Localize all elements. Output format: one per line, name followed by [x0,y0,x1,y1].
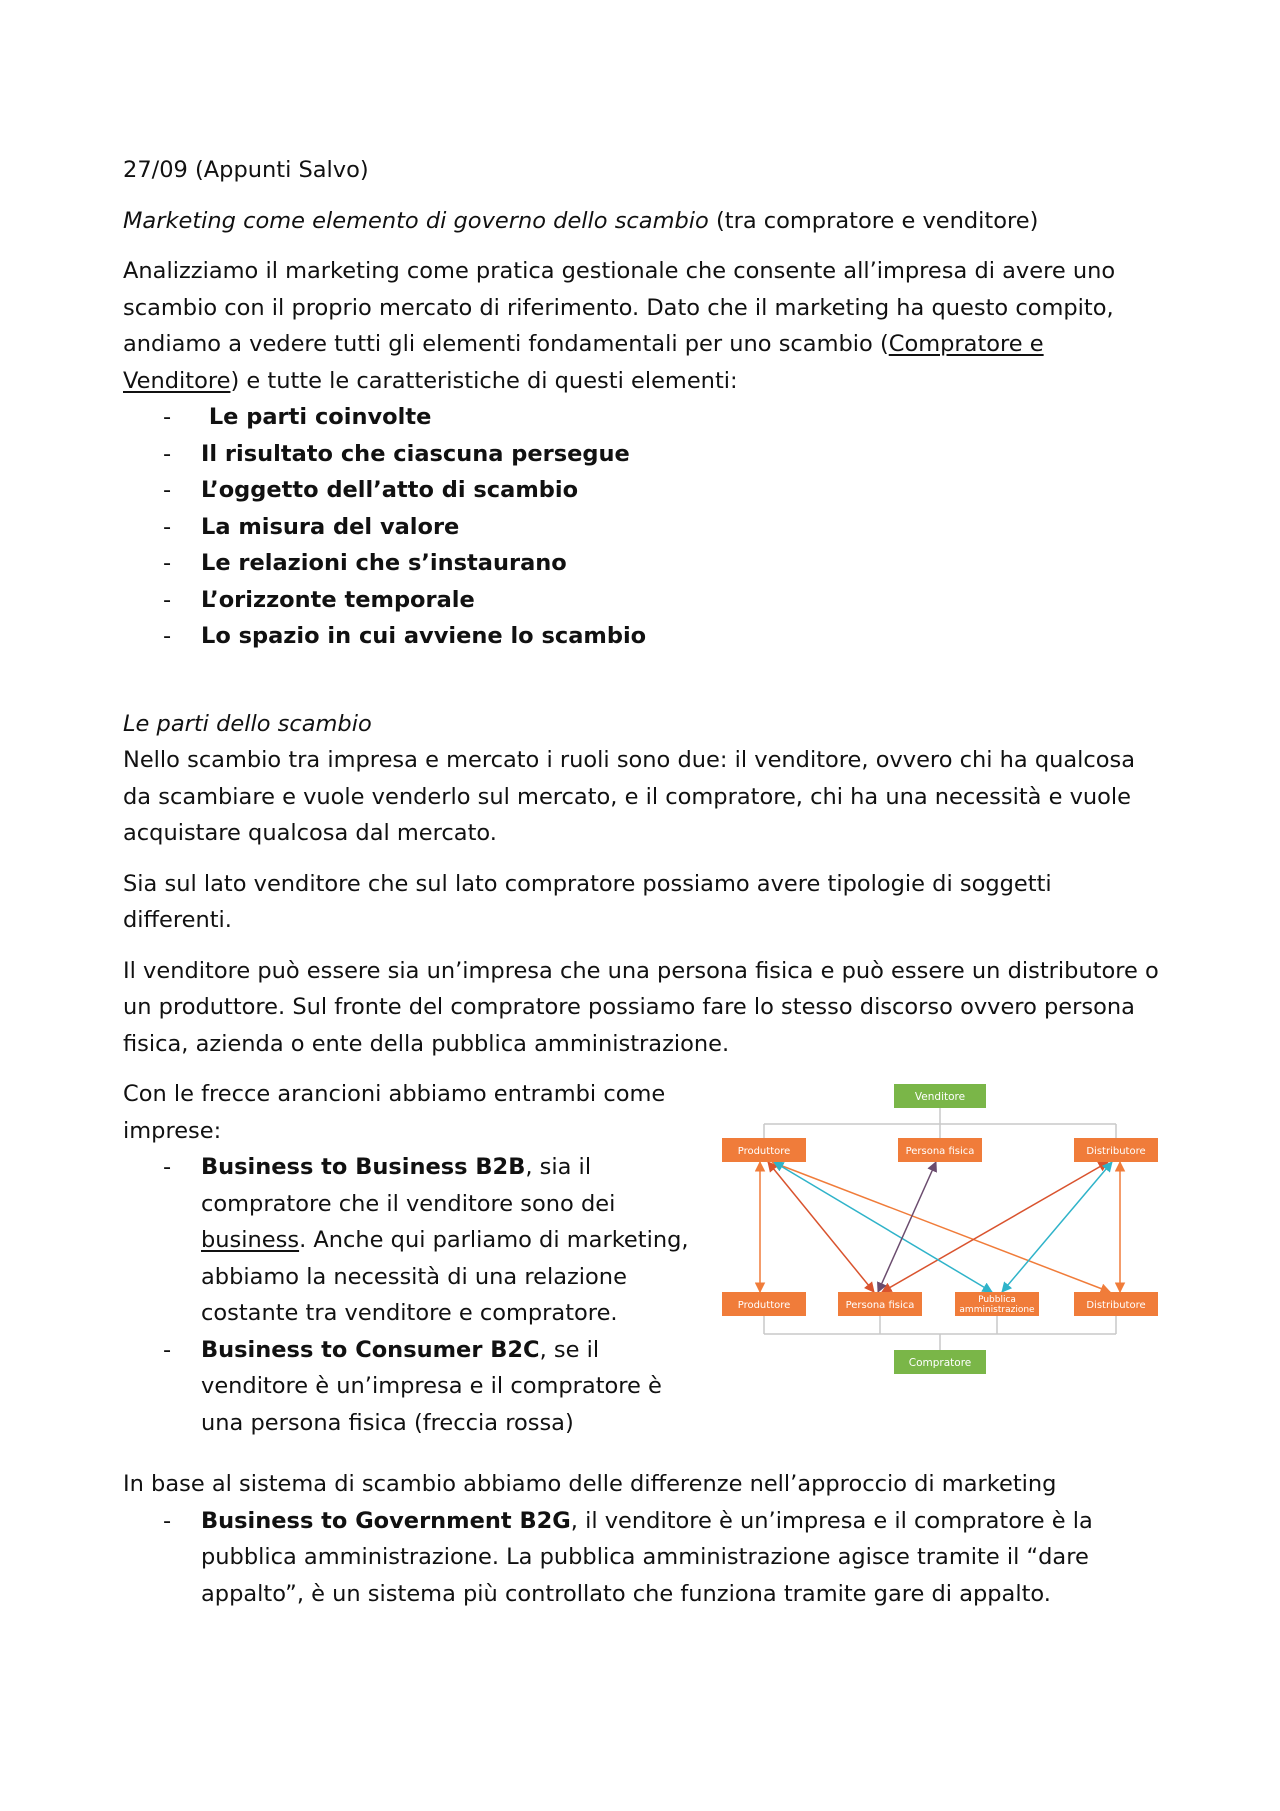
list-item-b2g [123,1503,1163,1613]
list-item-b2b [123,1149,703,1332]
b2c-term: Business to Consumer B2C [201,1336,540,1363]
paragraph-approccio: In base al sistema di scambio abbiamo delle differenze nell’approccio di marketing [123,1471,1057,1497]
cyan-arrow [1002,1162,1112,1292]
b2g-text: , il venditore è un’impresa e il compratore è la pubblica amministrazione. La pubblica amministrazione agisce tramite il “dare appalto”, è un sistema più controllato che funziona tramite gare di appalto. [201,1507,1093,1607]
intro-text-after: ) e tutte le caratteristiche di questi elementi: [230,367,738,394]
intro-text-before: Analizziamo il marketing come pratica gestionale che consente all’impresa di avere uno scambio con il proprio mercato di riferimento. Dato che il marketing ha questo compito, andiamo a vedere tutti gli elementi fondamentali per uno scambio ( [123,258,1116,357]
paragraph-tipologie: Sia sul lato venditore che sul lato compratore possiamo avere tipologie di soggetti differenti. [123,870,1052,933]
purple-arrow [878,1162,936,1292]
buyer-label: Distributore [1086,1300,1146,1311]
seller-label: Persona fisica [905,1146,975,1157]
business-list [123,1149,703,1441]
paragraph-frecce: Con le frecce arancioni abbiamo entrambi come imprese: [123,1081,666,1144]
two-column-block [123,1076,1163,1466]
paragraph-venditore: Il venditore può essere sia un’impresa che una persona fisica e può essere un distributore o un produttore. Sul fronte del compratore possiamo fare lo stesso discorso ovvero persona fisica, azienda o ente della pubblica amministrazione. [123,957,1159,1057]
list-item-text: La misura del valore [201,513,460,540]
list-item-text: Lo spazio in cui avviene lo scambio [201,623,647,649]
b2b-underlined: business [201,1227,300,1253]
list-item [123,472,1163,509]
list-item-text: Le relazioni che s’instaurano [201,550,567,576]
document-page [123,152,1163,1612]
b2b-term: Business to Business B2B [201,1154,526,1180]
intro-underlined: Compratore e Venditore [123,331,1044,394]
list-item-text: L’orizzonte temporale [201,586,475,613]
list-item [123,545,1163,582]
exchange-arrows [760,1162,1120,1292]
list-item [123,399,1163,436]
exchange-diagram-svg [714,1082,1174,1432]
left-column [123,1076,703,1441]
exchange-diagram [714,1082,1174,1432]
notes-header: 27/09 (Appunti Salvo) [123,157,369,183]
orange-arrow [772,1162,1110,1292]
list-item-text: L’oggetto dell’atto di scambio [201,477,579,503]
list-item [123,436,1163,473]
heading-italic: Marketing come elemento di governo dello scambio [123,207,709,234]
government-list [123,1503,1163,1613]
buyer-label: Persona fisica [845,1300,915,1311]
list-item-text: Il risultato che ciascuna persegue [201,440,630,467]
b2b-text-2: . Anche qui parliamo di marketing, abbiamo la necessità di una relazione costante tra venditore e compratore. [201,1227,689,1326]
heading-rest: (tra compratore e venditore) [708,207,1039,234]
seller-root-label: Venditore [914,1091,966,1103]
b2b-text: , sia il compratore che il venditore sono dei [201,1154,616,1217]
b2c-text: , se il venditore è un’impresa e il compratore è una persona fisica (freccia rossa) [201,1336,662,1436]
red-arrow [882,1162,1108,1292]
list-item [123,582,1163,619]
elements-list [123,399,1163,655]
list-item [123,618,1163,655]
b2g-term: Business to Government B2G [201,1507,571,1534]
buyer-label-line2: amministrazione [959,1305,1035,1315]
cyan-arrow [774,1162,992,1292]
seller-label: Produttore [737,1146,791,1157]
seller-label: Distributore [1086,1146,1146,1157]
intro-paragraph [123,253,1163,399]
buyer-label: Produttore [737,1300,791,1311]
buyer-root-label: Compratore [908,1357,972,1369]
section-title-parti: Le parti dello scambio [123,710,372,737]
list-item [123,509,1163,546]
list-item-b2c [123,1332,703,1442]
list-item-text: Le parti coinvolte [201,404,432,430]
paragraph-ruoli: Nello scambio tra impresa e mercato i ruoli sono due: il venditore, ovvero chi ha qualcosa da scambiare e vuole venderlo sul mercato, e il compratore, chi ha una necessità e vuole acquistare qualcosa dal mercato. [123,747,1136,846]
buyer-label-line1: Pubblica [978,1295,1016,1305]
section-heading-marketing [123,203,1163,240]
